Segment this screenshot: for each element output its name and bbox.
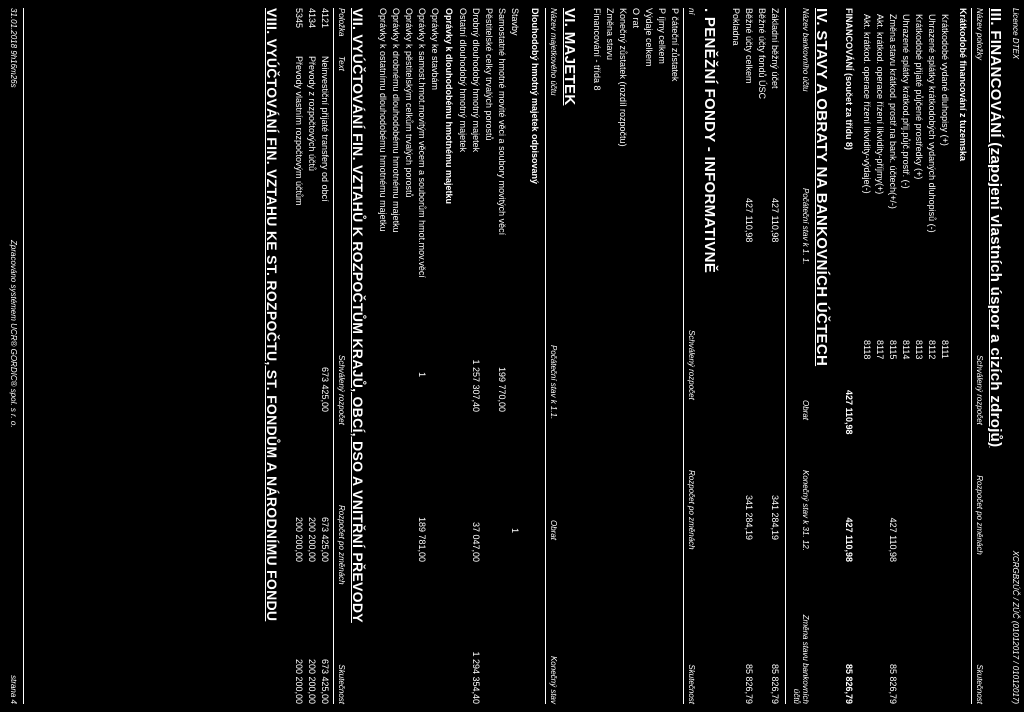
sec5-row-label: P íjmy celkem [657,8,667,64]
sec6-col-start: Počáteční stav k 1.1. [549,345,558,420]
sec3-row-code: 8114 [901,340,911,360]
sec3-row-actual: 85 826,79 [888,663,898,704]
sec7-row-text: Převody vlastním rozpočtovým účtům [294,56,304,206]
sec3-row-label: Krátkodobé vydané dluhopisy (+) [940,14,950,146]
sec7-row-actual: 200 200,00 [307,658,317,704]
sec3-col-changes: Rozpočet po změnách [975,475,984,555]
sec4-row-end: 341 284,19 [744,494,754,540]
sec4-row-start: 427 110,98 [770,198,780,243]
sec6-col-name: Název majetkového účtu [549,8,558,96]
sec3-total-actual: 85 826,79 [844,663,854,704]
sec4-col-turnover: Obrat [801,400,810,421]
sec7-row-budget: 673 425,00 [320,366,330,412]
sec4-row-change: 85 826,79 [744,663,754,704]
sec6-row-label: Stavby [510,8,520,36]
sec3-row-code: 8113 [914,340,924,360]
sec4-col-end: Konečný stav k 31. 12. [801,470,810,551]
sec5-row-label: Změna stavu [605,8,615,61]
footer-system: Zpracováno systémem UCR® GORDIC® spol. s r. o. [9,240,18,428]
footer-rule [23,8,24,704]
sec3-col-budget: Schválený rozpočet [975,355,984,425]
section-7-title: VII. VYÚČTOVÁNÍ FIN. VZTAHŮ K ROZPOČTŮM KRAJŮ, OBCÍ, DSO A VNITŘNÍ PŘEVODY [350,8,366,623]
sec6-row-label: Samostatné hmotné movité věci a soubory movitých věcí [497,8,507,236]
sec3-row-code: 8112 [927,340,937,360]
sec6-header-rule [545,8,546,704]
sec6-row2-turnover: 189 781,00 [417,516,427,562]
sec3-col-name: Název položky [975,8,984,61]
sec5-row-label: P čáteční zůstatek [670,8,680,82]
sec6-row-turnover: 37 047,00 [471,521,481,562]
sec3-total-changes: 427 110,98 [844,517,854,562]
sec4-col-start: Počáteční stav k 1. 1. [801,188,810,265]
sec3-col-actual: Skutečnost [975,664,984,704]
sec5-col-name: ní [687,8,696,15]
sec5-row-label: O rat [631,8,641,29]
sec3-row-changes: 427 110,98 [888,517,898,562]
sec5-row-label: Konečný zůstatek (rozdíl rozpočtu) [618,8,628,147]
sec3-row-label: Krátkodobé přijaté půjčené prostředky (+) [914,14,924,180]
sec6-row-end: 1 294 354,40 [471,651,481,704]
sec6-row2-label: Oprávky k drobnému dlouhodobému hmotnému majetku [391,8,401,233]
sec6-row2-label: Oprávky k samost.hmot.movitým věcem a souborům hmot.mov.věcí [417,8,427,278]
sec4-row-label: Základní běžný účet [770,8,780,89]
section-8-title: VIII. VYÚČTOVÁNÍ FIN. VZTAHU KE ST. ROZPOČTU, ST. FONDŮM A NÁRODNÍMU FONDU [264,8,280,622]
sec6-subhead2: Oprávky k dlouhodobému hmotnému majetku [444,8,454,205]
sec5-row-label: Financování - třída 8 [592,8,602,91]
sec7-row-changes: 200 200,00 [307,516,317,562]
sec5-row-label: Výdaje celkem [644,8,654,67]
sec6-col-end: Konečný stav [549,655,558,704]
sec6-row-label: Ostatní dlouhodobý hmotný majetek [458,8,468,153]
sec3-header-rule [971,8,972,704]
report-id: XCRGBZÚČ / ZÚČ (01012017 / 01012017) [1011,550,1020,704]
sec7-col-item: Položka [337,8,346,37]
sec5-col-budget: Schválený rozpočet [687,330,696,400]
sec7-row-text: Neinvestiční přijaté transfery od obcí [320,56,330,202]
sec3-row-code: 8118 [862,340,872,360]
sec7-row-actual: 673 425,00 [320,658,330,704]
sec3-row-label: Uhrazené splátky krátkod.přij.půjč.prostř. (-) [901,14,911,189]
sec3-total-budget: 427 110,98 [844,390,854,435]
sec4-col-change: Změna stavu bankovních účtů [791,614,810,704]
section-5-title: . PENĚŽNÍ FONDY - INFORMATIVNĚ [701,8,718,274]
sec7-col-changes: Rozpočet po změnách [337,505,346,585]
sec4-row-end: 341 284,19 [770,494,780,540]
sec4-col-name: Název bankovního účtu [801,8,810,92]
sec7-row-actual: 200 200,00 [294,658,304,704]
footer-page: strana 4 [9,675,18,704]
sec5-col-changes: Rozpočet po změnách [687,470,696,550]
sec4-row-label: Běžné účty celkem [744,8,754,84]
sec4-row-label: Běžné účty fondů ÚSC [757,8,767,100]
sec7-header-rule [333,8,334,704]
sec7-col-actual: Skutečnost [337,664,346,704]
sec3-row-label: Změna stavu krátkod. prostř.na bank. účtech(+/-) [888,14,898,209]
sec7-row-code: 4121 [320,8,330,29]
sec3-row-label: Akt. krátkod. operace řízení likvidity-příjmy(+) [875,14,885,195]
sec7-col-budget: Schválený rozpočet [337,355,346,425]
sec6-row2-label: Oprávky k pěstitelským celkům trvalých porostů [404,8,414,198]
section-4-title: IV. STAVY A OBRATY NA BANKOVNÍCH ÚČTECH [813,8,830,367]
sec4-row-change: 85 826,79 [770,663,780,704]
sec6-row-start: 1 257 307,40 [471,359,481,412]
sec6-row2-label: Oprávky ke stavbám [430,8,440,91]
sec3-row-code: 8111 [940,340,950,359]
sec3-row-label: Uhrazené splátky krátkodobých vydaných dluhopisů (-) [927,14,937,233]
sec6-row-label: Pěstitelské celky trvalých porostů [484,8,494,141]
sec3-row-code: 8117 [875,340,885,360]
sec6-row-start: 199 770,00 [497,366,507,412]
sec6-row-label: Drobný dlouhodobý hmotný majetek [471,8,481,153]
sec6-row2-label: Oprávky k ostatnímu dlouhodobému hmotnému majetku [378,8,388,232]
sec3-total-label: FINANCOVÁNÍ (součet za třídu 8) [844,8,854,151]
sec7-row-code: 5345 [294,8,304,29]
footer-date: 31.01.2018 9h16m26s [9,8,18,88]
sec5-header-rule [683,8,684,704]
sec6-subhead: Dlouhodobý hmotný majetek odpisovaný [530,8,540,185]
sec6-col-turnover: Obrat [549,520,558,541]
sec4-row-label: Pokladna [731,8,741,46]
sec7-col-text: Text [337,56,346,71]
section-6-title: VI. MAJETEK [561,8,578,106]
sec7-row-changes: 200 200,00 [294,516,304,562]
sec7-row-text: Převody z rozpočtových účtů [307,56,317,172]
sec7-row-code: 4134 [307,8,317,29]
licence-label: Licence DTEX [1011,8,1020,60]
sec3-subhead: Krátkodobé financování z tuzemska [958,8,968,162]
sec3-row-label: Akt. krátkod. operace řízení likvidity-výdaje(-) [862,14,872,194]
sec4-row-start: 427 110,98 [744,198,754,243]
sec6-row-turnover: 1 [510,528,520,534]
sec3-row-code: 8115 [888,340,898,360]
sec6-row2-start: 1 [417,372,427,378]
sec7-row-changes: 673 425,00 [320,516,330,562]
sec5-col-actual: Skutečnost [687,664,696,704]
sec4-header-rule [785,8,786,704]
section-3-title: III. FINANCOVÁNÍ (zapojení vlastních úspor a cizích zdrojů) [987,8,1004,448]
